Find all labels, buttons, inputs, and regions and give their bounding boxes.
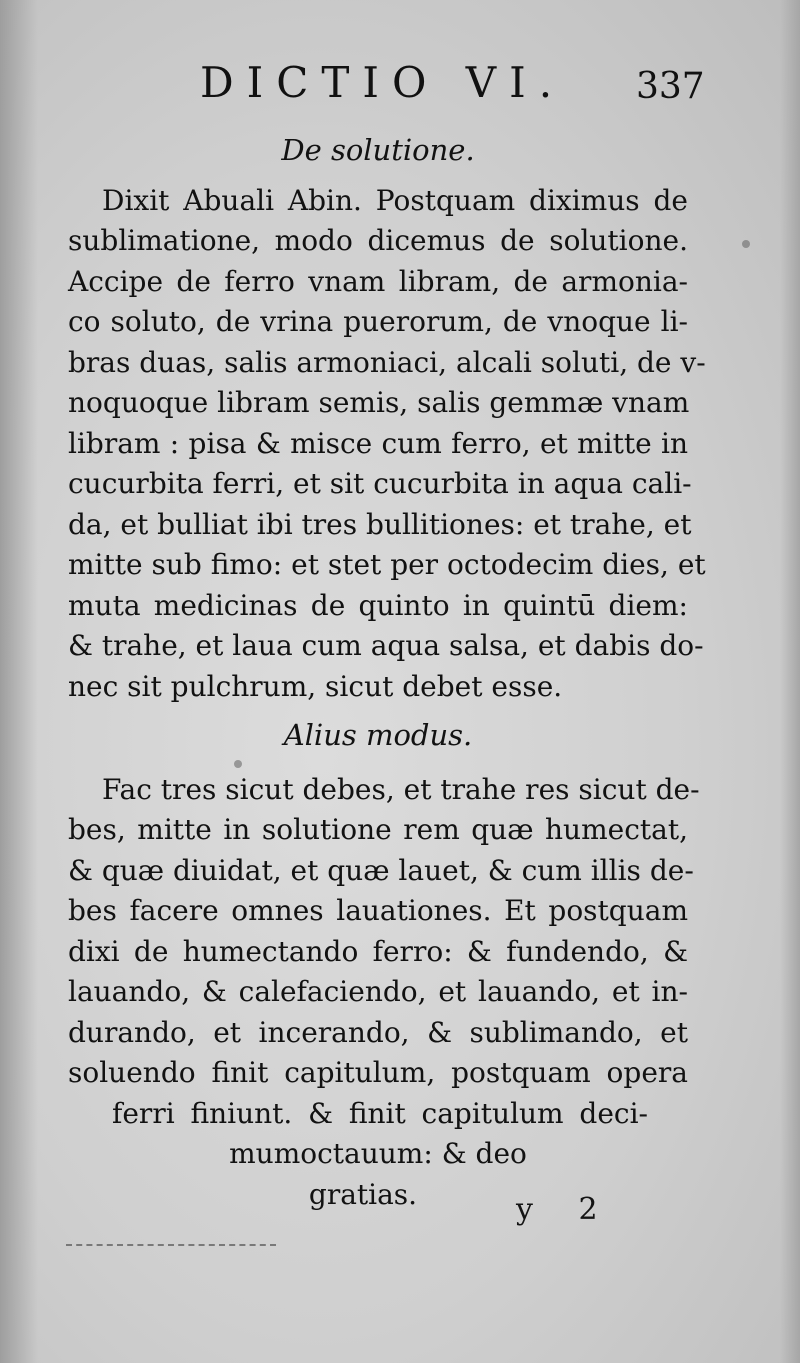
text-line: mitte sub fimo: et stet per octodecim dies, et xyxy=(68,548,706,581)
text-line: co soluto, de vrina puerorum, de vnoque li- xyxy=(68,305,688,338)
text-line: cucurbita ferri, et sit cucurbita in aqua cali- xyxy=(68,467,692,500)
edge-shadow xyxy=(780,0,800,1363)
text-line: libram : pisa & misce cum ferro, et mitte in xyxy=(68,426,688,460)
text-line: gratias. xyxy=(308,1177,418,1211)
text-line: lauando, & calefaciendo, et lauando, et in- xyxy=(68,975,688,1008)
text-line: dixi de humectando ferro: & fundendo, & xyxy=(68,934,688,968)
section-heading-solutione: De solutione. xyxy=(281,133,475,167)
text-line: da, et bulliat ibi tres bullitiones: et trahe, et xyxy=(68,507,692,541)
text-line: noquoque libram semis, salis gemmæ vnam xyxy=(68,386,690,419)
text-line: durando, et incerando, & sublimando, et xyxy=(68,1015,688,1049)
text-line: & trahe, et laua cum aqua salsa, et dabis do- xyxy=(68,629,704,662)
running-title: DICTIO VI. xyxy=(200,58,566,107)
gutter-shadow xyxy=(0,0,38,1363)
text-line: bes facere omnes lauationes. Et postquam xyxy=(68,894,688,927)
text-line: Fac tres sicut debes, et trahe res sicut de- xyxy=(102,772,700,806)
text-line: bes, mitte in solutione rem quæ humectat, xyxy=(68,813,688,846)
ink-marks xyxy=(66,1230,276,1246)
ink-speck xyxy=(742,240,750,248)
text-line: bras duas, salis armoniaci, alcali soluti, de v- xyxy=(68,345,706,379)
text-line: Dixit Abuali Abin. Postquam diximus de xyxy=(102,183,688,217)
ink-speck xyxy=(234,760,242,768)
text-line: mumoctauum: & deo xyxy=(229,1137,527,1170)
text-line: soluendo finit capitulum, postquam opera xyxy=(68,1056,688,1089)
text-line: & quæ diuidat, et quæ lauet, & cum illis de- xyxy=(68,853,694,887)
section-heading-alius-modus: Alius modus. xyxy=(283,718,473,752)
running-head xyxy=(0,58,800,118)
signature-mark: y 2 xyxy=(516,1192,616,1227)
text-line: Accipe de ferro vnam libram, de armonia- xyxy=(68,264,688,298)
text-line: nec sit pulchrum, sicut debet esse. xyxy=(68,669,563,703)
paragraph-alius-modus xyxy=(68,770,700,1216)
text-line: muta medicinas de quinto in quintū diem: xyxy=(68,588,688,622)
text-line: ferri finiunt. & finit capitulum deci- xyxy=(112,1096,648,1130)
text-line: sublimatione, modo dicemus de solutione. xyxy=(68,224,688,257)
page-number: 337 xyxy=(636,66,705,107)
paragraph-solutione xyxy=(68,181,706,708)
body-text xyxy=(68,130,706,1215)
